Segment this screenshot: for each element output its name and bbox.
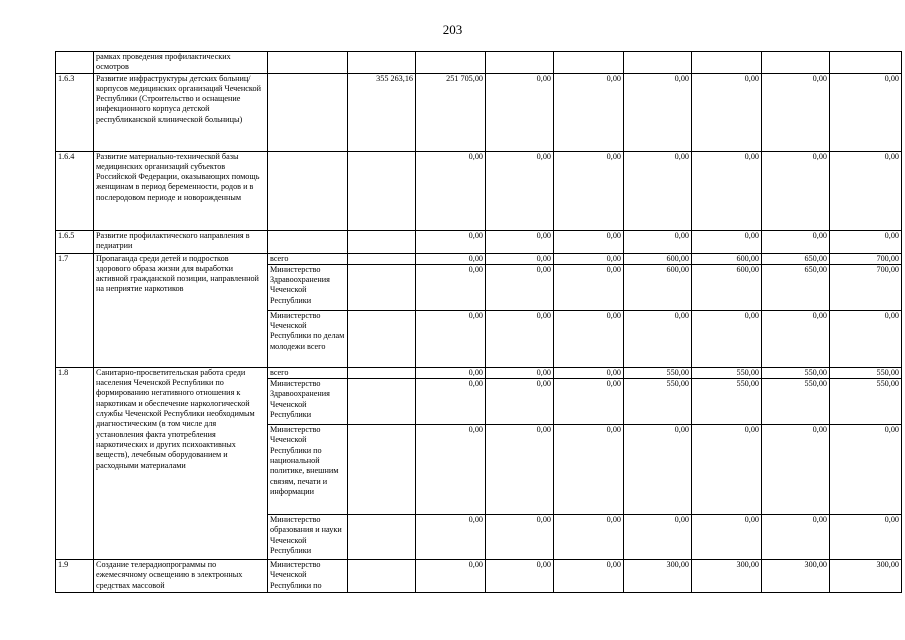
value-cell: 300,00 xyxy=(830,560,902,593)
value-cell: 300,00 xyxy=(762,560,830,593)
value-cell: 0,00 xyxy=(692,310,762,367)
value-cell: 0,00 xyxy=(486,560,554,593)
value-cell: 300,00 xyxy=(624,560,692,593)
executor-cell xyxy=(268,73,348,151)
value-cell xyxy=(762,52,830,74)
value-cell: 0,00 xyxy=(624,73,692,151)
value-cell: 0,00 xyxy=(486,264,554,310)
value-cell: 0,00 xyxy=(416,151,486,230)
item-name: Развитие инфраструктуры детских больниц/корпусов медицинских организаций Чеченской Республики (Строительство и оснащение инфекционного корпуса детской республиканской клинической больницы) xyxy=(94,73,268,151)
executor-cell: Министерство образования и науки Чеченской Республики xyxy=(268,515,348,560)
value-cell: 0,00 xyxy=(692,230,762,253)
executor-cell: Министерство Чеченской Республики по xyxy=(268,560,348,593)
value-cell: 0,00 xyxy=(554,230,624,253)
value-cell: 0,00 xyxy=(762,230,830,253)
value-cell: 700,00 xyxy=(830,264,902,310)
executor-cell: всего xyxy=(268,253,348,264)
value-cell: 0,00 xyxy=(486,515,554,560)
value-cell: 0,00 xyxy=(554,560,624,593)
item-name: Создание телерадиопрограммы по ежемесячному освещению в электронных средствах массовой xyxy=(94,560,268,593)
value-cell: 0,00 xyxy=(486,151,554,230)
value-cell: 0,00 xyxy=(554,425,624,515)
value-cell: 0,00 xyxy=(830,73,902,151)
value-cell: 0,00 xyxy=(762,73,830,151)
value-cell: 550,00 xyxy=(624,379,692,425)
value-cell: 0,00 xyxy=(416,560,486,593)
value-cell: 0,00 xyxy=(692,151,762,230)
page-number: 203 xyxy=(442,22,463,37)
value-cell xyxy=(348,310,416,367)
value-cell xyxy=(624,52,692,74)
item-name: Пропаганда среди детей и подростков здорового образа жизни для выработки активной гражданской позиции, направленной на неприятие наркотиков xyxy=(94,253,268,367)
value-cell: 0,00 xyxy=(416,379,486,425)
item-number: 1.6.3 xyxy=(56,73,94,151)
item-number xyxy=(56,52,94,74)
executor-cell: Министерство Здравоохранения Чеченской Республики xyxy=(268,264,348,310)
value-cell: 0,00 xyxy=(692,73,762,151)
item-number: 1.7 xyxy=(56,253,94,367)
value-cell: 600,00 xyxy=(624,253,692,264)
value-cell: 0,00 xyxy=(554,515,624,560)
value-cell: 0,00 xyxy=(416,253,486,264)
value-cell: 0,00 xyxy=(830,310,902,367)
value-cell: 0,00 xyxy=(624,151,692,230)
value-cell: 0,00 xyxy=(624,230,692,253)
value-cell: 0,00 xyxy=(486,230,554,253)
value-cell: 550,00 xyxy=(692,379,762,425)
value-cell: 355 263,16 xyxy=(348,73,416,151)
item-name: рамках проведения профилактических осмотров xyxy=(94,52,268,74)
value-cell xyxy=(348,230,416,253)
value-cell: 0,00 xyxy=(624,310,692,367)
value-cell: 251 705,00 xyxy=(416,73,486,151)
value-cell: 0,00 xyxy=(762,425,830,515)
value-cell: 0,00 xyxy=(624,515,692,560)
value-cell xyxy=(348,253,416,264)
value-cell xyxy=(348,264,416,310)
value-cell: 550,00 xyxy=(830,367,902,378)
value-cell xyxy=(830,52,902,74)
value-cell xyxy=(348,379,416,425)
value-cell: 0,00 xyxy=(692,515,762,560)
value-cell: 0,00 xyxy=(554,379,624,425)
value-cell: 0,00 xyxy=(486,253,554,264)
value-cell: 0,00 xyxy=(762,310,830,367)
value-cell xyxy=(416,52,486,74)
value-cell: 650,00 xyxy=(762,264,830,310)
table-row xyxy=(56,73,902,151)
value-cell xyxy=(486,52,554,74)
value-cell xyxy=(692,52,762,74)
value-cell: 0,00 xyxy=(830,515,902,560)
value-cell xyxy=(348,425,416,515)
value-cell: 0,00 xyxy=(692,425,762,515)
value-cell: 0,00 xyxy=(830,230,902,253)
value-cell xyxy=(348,560,416,593)
value-cell: 600,00 xyxy=(692,264,762,310)
value-cell: 300,00 xyxy=(692,560,762,593)
value-cell: 0,00 xyxy=(762,151,830,230)
value-cell: 0,00 xyxy=(416,264,486,310)
value-cell xyxy=(348,151,416,230)
value-cell: 550,00 xyxy=(692,367,762,378)
value-cell: 550,00 xyxy=(762,379,830,425)
value-cell: 0,00 xyxy=(486,367,554,378)
executor-cell xyxy=(268,52,348,74)
value-cell: 0,00 xyxy=(486,73,554,151)
value-cell: 0,00 xyxy=(554,264,624,310)
value-cell: 550,00 xyxy=(830,379,902,425)
value-cell: 0,00 xyxy=(554,73,624,151)
item-number: 1.9 xyxy=(56,560,94,593)
value-cell: 550,00 xyxy=(624,367,692,378)
table-row xyxy=(56,253,902,264)
value-cell: 0,00 xyxy=(554,151,624,230)
value-cell: 650,00 xyxy=(762,253,830,264)
item-number: 1.6.4 xyxy=(56,151,94,230)
item-name: Развитие материально-технической базы медицинских организаций субъектов Российской Федерации, оказывающих помощь женщинам в период беременности, родов и в послеродовом периоде и новорожденным xyxy=(94,151,268,230)
value-cell: 0,00 xyxy=(554,253,624,264)
item-name: Санитарно-просветительская работа среди населения Чеченской Республики по формированию негативного отношения к наркотикам и обеспечение наркологической службы Чеченской Республики необходимым диагностическим (в том числе для установления факта употребления наркотических и других психоактивных веществ), лечебным оборудованием и расходными материалами xyxy=(94,367,268,559)
value-cell xyxy=(554,52,624,74)
executor-cell: Министерство Здравоохранения Чеченской Республики xyxy=(268,379,348,425)
executor-cell: Министерство Чеченской Республики по национальной политике, внешним связям, печати и информации xyxy=(268,425,348,515)
value-cell: 0,00 xyxy=(554,310,624,367)
value-cell xyxy=(348,52,416,74)
executor-cell xyxy=(268,230,348,253)
table-row xyxy=(56,151,902,230)
value-cell: 0,00 xyxy=(416,230,486,253)
value-cell xyxy=(348,367,416,378)
value-cell: 0,00 xyxy=(830,151,902,230)
value-cell: 0,00 xyxy=(416,515,486,560)
value-cell: 600,00 xyxy=(692,253,762,264)
value-cell: 0,00 xyxy=(486,379,554,425)
executor-cell: всего xyxy=(268,367,348,378)
value-cell: 700,00 xyxy=(830,253,902,264)
value-cell: 550,00 xyxy=(762,367,830,378)
table-row xyxy=(56,230,902,253)
value-cell: 0,00 xyxy=(486,425,554,515)
value-cell: 0,00 xyxy=(486,310,554,367)
item-number: 1.8 xyxy=(56,367,94,559)
executor-cell: Министерство Чеченской Республики по делам молодежи всего xyxy=(268,310,348,367)
table-row xyxy=(56,367,902,378)
value-cell: 0,00 xyxy=(416,367,486,378)
value-cell: 600,00 xyxy=(624,264,692,310)
executor-cell xyxy=(268,151,348,230)
value-cell: 0,00 xyxy=(554,367,624,378)
item-name: Развитие профилактического направления в педиатрии xyxy=(94,230,268,253)
value-cell: 0,00 xyxy=(830,425,902,515)
value-cell: 0,00 xyxy=(416,310,486,367)
item-number: 1.6.5 xyxy=(56,230,94,253)
value-cell: 0,00 xyxy=(762,515,830,560)
value-cell: 0,00 xyxy=(624,425,692,515)
table-row xyxy=(56,560,902,593)
table-row xyxy=(56,52,902,74)
value-cell: 0,00 xyxy=(416,425,486,515)
value-cell xyxy=(348,515,416,560)
budget-table xyxy=(55,51,902,593)
